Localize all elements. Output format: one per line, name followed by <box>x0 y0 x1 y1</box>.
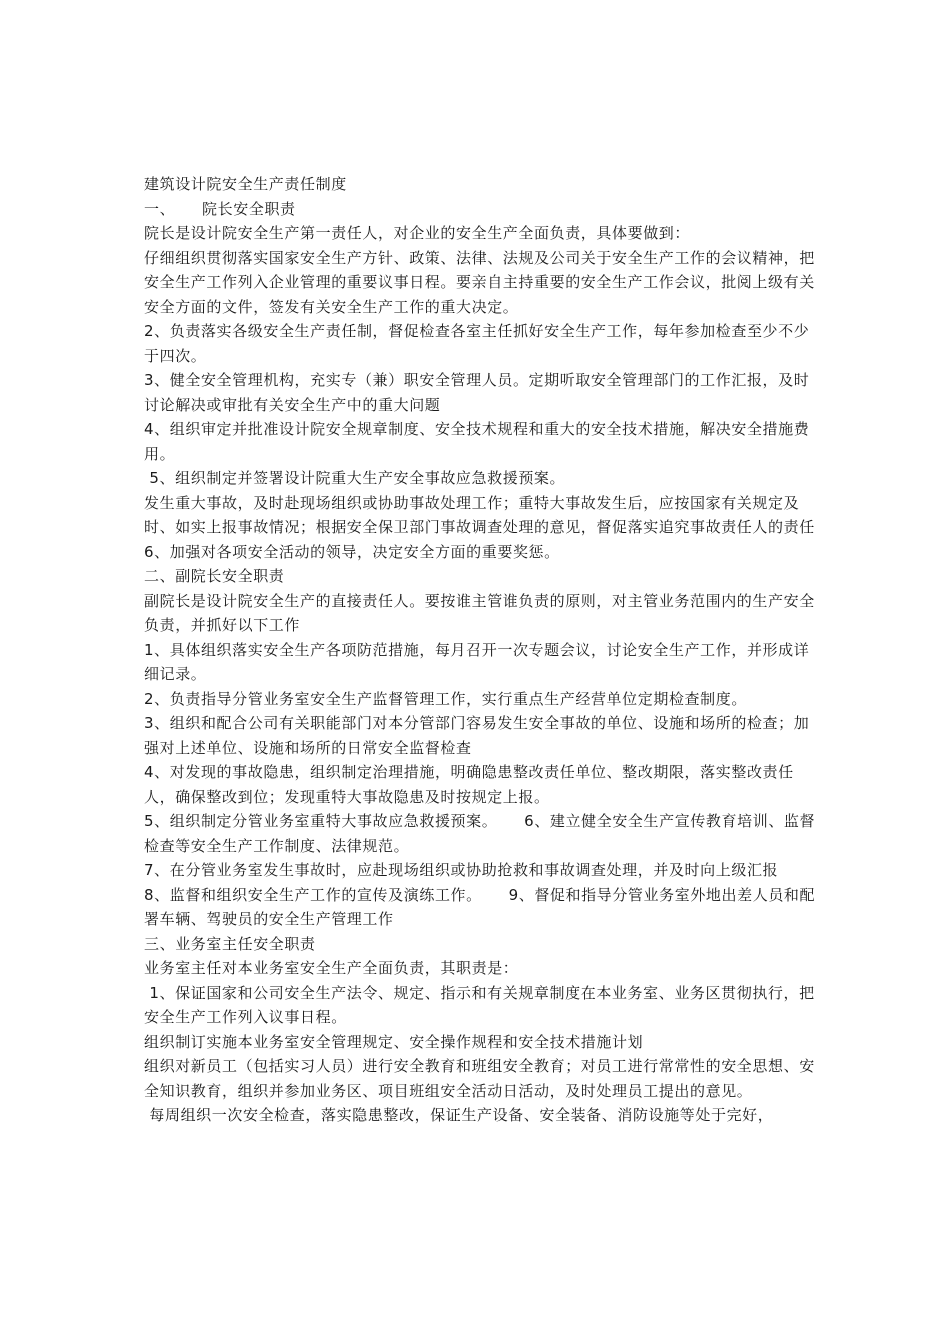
paragraph: 组织对新员工（包括实习人员）进行安全教育和班组安全教育；对员工进行常常性的安全思想、安全知识教育，组织并参加业务区、项目班组安全活动日活动，及时处理员工提出的意见。 <box>144 1057 815 1100</box>
paragraph: 仔细组织贯彻落实国家安全生产方针、政策、法律、法规及公司关于安全生产工作的会议精神，把安全生产工作列入企业管理的重要议事日程。要亲自主持重要的安全生产工作会议，批阅上级有关安全方面的文件，签发有关安全生产工作的重大决定。 <box>144 248 815 316</box>
paragraph: 2、负责指导分管业务室安全生产监督管理工作，实行重点生产经营单位定期检查制度。 <box>144 689 747 708</box>
paragraph: 5、组织制定并签署设计院重大生产安全事故应急救援预案。 <box>144 469 566 487</box>
paragraph: 1、具体组织落实安全生产各项防范措施，每月召开一次专题会议，讨论安全生产工作，并形成详细记录。 <box>144 640 810 683</box>
paragraph: 3、健全安全管理机构，充实专（兼）职安全管理人员。定期听取安全管理部门的工作汇报，及时讨论解决或审批有关安全生产中的重大问题 <box>144 371 810 414</box>
paragraph: 二、副院长安全职责 <box>144 567 285 585</box>
paragraph: 一、 院长安全职责 <box>144 199 296 218</box>
paragraph: 4、组织审定并批准设计院安全规章制度、安全技术规程和重大的安全技术措施，解决安全措施费用。 <box>144 420 810 463</box>
paragraph: 每周组织一次安全检查，落实隐患整改，保证生产设备、安全装备、消防设施等处于完好， <box>144 1106 774 1124</box>
paragraph: 组织制订实施本业务室安全管理规定、安全操作规程和安全技术措施计划 <box>144 1032 644 1051</box>
document-title: 建筑设计院安全生产责任制度 <box>144 175 347 193</box>
paragraph: 2、负责落实各级安全生产责任制，督促检查各室主任抓好安全生产工作，每年参加检查至少不少于四次。 <box>144 322 810 365</box>
paragraph: 1、保证国家和公司安全生产法令、规定、指示和有关规章制度在本业务室、业务区贯彻执行，把安全生产工作列入议事日程。 <box>144 983 815 1026</box>
paragraph: 三、业务室主任安全职责 <box>144 934 316 953</box>
paragraph: 4、对发现的事故隐患，组织制定治理措施，明确隐患整改责任单位、整改期限，落实整改责任人，确保整改到位；发现重特大事故隐患及时按规定上报。 <box>144 763 794 806</box>
paragraph: 6、加强对各项安全活动的领导，决定安全方面的重要奖惩。 <box>144 542 560 561</box>
paragraph: 7、在分管业务室发生事故时，应赴现场组织或协助抢救和事故调查处理，并及时向上级汇报 <box>144 861 779 879</box>
paragraph: 发生重大事故，及时赴现场组织或协助事故处理工作；重特大事故发生后，应按国家有关规定及时、如实上报事故情况；根据安全保卫部门事故调查处理的意见，督促落实追究事故责任人的责任 <box>144 493 815 536</box>
document-body <box>144 172 824 1128</box>
paragraph: 业务室主任对本业务室安全生产全面负责，其职责是： <box>144 959 519 977</box>
paragraph: 院长是设计院安全生产第一责任人，对企业的安全生产全面负责，具体要做到： <box>144 224 691 242</box>
paragraph: 3、组织和配合公司有关职能部门对本分管部门容易发生安全事故的单位、设施和场所的检查；加强对上述单位、设施和场所的日常安全监督检查 <box>144 714 810 757</box>
paragraph: 8、监督和组织安全生产工作的宣传及演练工作。 9、督促和指导分管业务室外地出差人员和配署车辆、驾驶员的安全生产管理工作 <box>144 885 816 928</box>
paragraph: 5、组织制定分管业务室重特大事故应急救援预案。 6、建立健全安全生产宣传教育培训、监督检查等安全生产工作制度、法律规范。 <box>144 812 816 855</box>
paragraph: 副院长是设计院安全生产的直接责任人。要按谁主管谁负责的原则，对主管业务范围内的生产安全负责，并抓好以下工作 <box>144 591 815 634</box>
